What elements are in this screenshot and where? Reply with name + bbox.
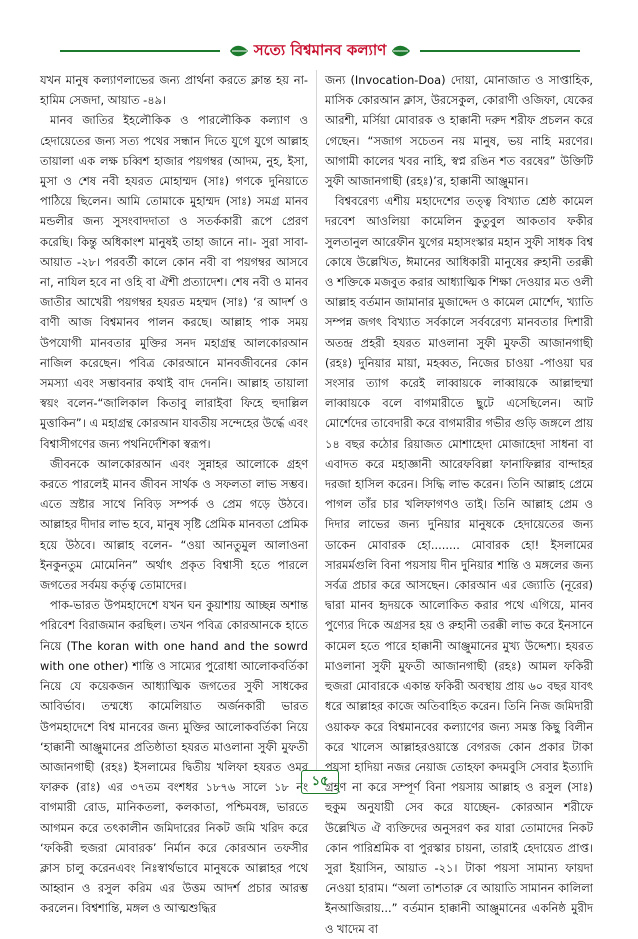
paragraph: বিশ্ববরেণ্য এশীয় মহাদেশের তত্ত্ব বিখ্যাত শ্রেষ্ঠ কামেল দরবেশ আওলিয়া কামেলিন কুতুবুল আকতাব ফকীর সুলতানুল আরেফীন যুগের মহাসংস্কার মহান সুফী সাধক বিশ্ব কোষে উল্লেখিত, ঈমানের আধিকারী মানুষের রুহানী তরক্কী ও শক্তিকে মজবুত করার আধ্যাত্মিক শিক্ষা দেওয়ার মত ওলী আল্লাহ বর্তমান জামানার মুজাদ্দেদ ও কামেল মোর্শেদ, খ্যাতি সম্পন্ন জগৎ বিখ্যাত সর্বকালে সর্ববরেণ্য মানবতার দিশারী অতন্দ্র প্রহরী হযরত মাওলানা সুফী মুফতী আজানগাছী (রহঃ) দুনিয়ার মায়া, মহব্বত, নিজের চাওয়া -পাওয়া ঘর সংসার ত্যাগ করেই লাব্বায়কে লাব্বায়কে আল্লাহুম্মা লাব্বায়কে বলে বাগমারীতে ছুটে এসেছিলেন। আট মোর্শেদের তাবেদারী করে বাগমারীর গভীর গুড়ি জঙ্গলে প্রায় ১৪ বছর কঠোর রিয়াজত মোশাহেদা মোজাহেদা সাধনা বা এবাদত করে মহাজ্ঞানী আরেফবিল্লা ফানাফিল্লার বান্দাহর দরজা হাসিল করেন। সিদ্ধি লাভ করেন। তিনি আল্লাহ প্রেমে পাগল তাঁর চার খলিফাগণও তাই। তিনি আল্লাহ প্রেম ও দিদার লাভের জন্য দুনিয়ার মানুষকে হেদায়েতের জন্য ডাকেন মোবারক হো........ মোবারক হো! ইসলামের সারমর্মগুলি বিনা পয়সায় দীন দুনিয়ার শান্তি ও মঙ্গলের জন্য সর্বত্র প্রচার করে আসছেন। কোরআন এর জ্যোতি (নূরের) দ্বারা মানব হৃদয়কে আলোকিত করার পথে এগিয়ে, মানব পুণ্যের দিকে অগ্রসর হয় ও রুহানী তরক্কী লাভ করে ইনসানে কামেল হতে পারে হাক্কানী আঞ্জুমানের মুখ্য উদ্দেশ্য। হযরত মাওলানা সুফী মুফতী আজানগাছী (রহঃ) আমল ফকিরী হুজরা মোবারকে একান্ত ফকিরী অবস্থায় প্রায় ৬০ বছর যাবৎ ধরে আল্লাহর কাজে অতিবাহিত করেন। তিনি নিজ জমিদারী ওয়াকফ করে বিশ্বমানবের কল্যাণের জন্য সমস্ত কিছু বিলীন করে খালেস আল্লাহরওয়াস্তে বেগরজ কোন প্রকার টাকা পয়সা হাদিয়া নজর নেয়াজ তোহফা কদমবুসি সেবার ইত্যাদি গ্রহণ না করে সম্পূর্ণ বিনা পয়সায় আল্লাহ ও রসুল (সাঃ) হুকুম অনুযায়ী সেব করে যাচ্ছেন- কোরআন শরীফে উল্লেখিত ঐ ব্যক্তিদের অনুসরণ কর যারা তোমাদের নিকট কোন পারিশ্রমিক বা পুরস্কার চায়না, তারাই হেদায়েত প্রাপ্ত। সুরা ইয়াসিন, আয়াত -২১। টাকা পয়সা সামান্য ফায়দা নেওয়া হারাম। “অলা তাশতারু বে আয়াতি সামানন কালিলা ইনআজিরায়...” বর্তমান হাক্কানী আঞ্জুমানের একনিষ্ঠ মুরীদ ও খাদেম বা: [325, 194, 593, 936]
header-rule-left: [60, 50, 220, 52]
left-column: [40, 70, 308, 916]
page-header: [60, 38, 580, 64]
paragraph: পাক-ভারত উপমহাদেশে যখন ঘন কুয়াশায় আচ্ছন্ন অশান্ত পরিবেশ বিরাজমান করছিল। তখন পবিত্র কোরআনকে হাতে নিয়ে (The koran with one hand and the sowrd with one other) শান্তি ও সাম্যের পুরোধা আলোকবর্তিকা নিয়ে যে কয়েকজন আধ্যাত্মিক জগতের সুফী সাধকের আবির্ভাব। তম্মধ্যে কামেলিয়াত অর্জনকারী ভারত উপমহাদেশে বিশ্ব মানবের জন্য মুক্তির আলোকবর্তিকা নিয়ে ‘হাক্কানী আঞ্জুমানের প্রতিষ্ঠাতা হযরত মাওলানা সুফী মুফতী আজানগাছী (রহঃ) ইসলামের দ্বিতীয় খলিফা হযরত ওমর ফারুক (রাঃ) এর ৩৭তম বংশধর ১৮৭৬ সালে ১৮ নং বাগমারী রোড, মানিকতলা, কলকাতা, পশ্চিমবঙ্গ, ভারতে আগমন করে তৎকালীন জমিদারের নিকট জমি খরিদ করে ‘ফকিরী হুজরা মোবারক’ নির্মান করে কোরআন তফসীর ক্লাস চালু করেনএবং নিঃস্বার্থভাবে মানুষকে আল্লাহর পথে আহ্বান ও রসুল করিম এর উত্তম আদর্শ প্রচার আরম্ভ করলেন। বিশ্বশান্তি, মঙ্গল ও আত্মশুদ্ধির: [40, 598, 308, 916]
paragraph: যখন মানুষ কল্যাণলাভের জন্য প্রার্থনা করতে ক্লান্ত হয় না- হামিম সেজদা, আয়াত -৪৯।: [40, 73, 308, 108]
leaf-ornament-right-icon: [390, 42, 412, 60]
header-rule-right: [420, 50, 580, 52]
header-title-group: [220, 38, 420, 64]
header-title: সত্যে বিশ্বমানব কল্যাণ: [253, 40, 387, 59]
paragraph: জন্য (Invocation-Doa) দোয়া, মোনাজাত ও সাপ্তাহিক, মাসিক কোরআন ক্লাস, উরসেকুল, কোরাণী ওজিফা, যেকের আরশী, মর্সিয়া মোবারক ও হাক্কানী দরুদ শরীফ প্রচলন করে গেছেন। “সজাগ সচেতন নয় মানুষ, ভয় নাহি মরণের। আগামী কালের খবর নাহি, স্বপ্ন রঙিন শত বরষের” উক্তিটি সুফী আজানগাছী (রহঃ)’র, হাক্কানী আঞ্জুমান।: [325, 73, 593, 189]
column-divider: [316, 70, 317, 770]
right-column: [325, 70, 593, 936]
paragraph: জীবনকে আলকোরআন এবং সুন্নাহর আলোকে গ্রহণ করতে পারলেই মানব জীবন সার্থক ও সফলতা লাভ সম্ভব। এতে স্রষ্টার সাথে নিবিড় সম্পর্ক ও প্রেম গড়ে উঠবে। আল্লাহর দীদার লাভ হবে, মানুষ সৃষ্টি প্রেমিক মানবতা প্রেমিক হয়ে উঠবে। আল্লাহ বলেন- “ওয়া আনতুমুল আলাওনা ইনকুনতুম মোমেনিন” অর্থাৎ প্রকৃত বিশ্বাসী হতে পারলে জগতের সর্বময় কর্তৃত্ব তোমাদের।: [40, 456, 308, 593]
leaf-ornament-left-icon: [228, 42, 250, 60]
page-number: ১৫: [301, 770, 339, 794]
paragraph: মানব জাতির ইহলৌকিক ও পারলৌকিক কল্যাণ ও হেদায়েতের জন্য সত্য পথের সন্ধান দিতে যুগে যুগে আল্লাহ তায়ালা এক লক্ষ চব্বিশ হাজার পয়গম্বর (আদম, নুহ, ইসা, মুসা ও শেষ নবী হযরত মোহাম্মদ (সাঃ) গণকে দুনিয়াতে পাঠিয়ে ছিলেন। আমি তোমাকে মুহাম্মদ (সাঃ) সমগ্র মানব মন্ডলীর জন্য সুসংবাদদাতা ও সতর্ককারী রূপে প্রেরণ করেছি। কিন্তু অধিকাংশ মানুষই তাহা জানে না।- সুরা সাবা-আয়াত -২৮। পরবর্তী কালে কোন নবী বা পয়গম্বর আসবে না, নাযিল হবে না ওহি বা ঐশী প্রত্যাদেশ। শেষ নবী ও মানব জাতীর আখেরী পয়গম্বর হযরত মহম্মদ (সাঃ) ‘র আদর্শ ও বাণী আজ বিশ্বমানব পালন করছে। আল্লাহ পাক সময় উপযোগী মানবতার মুক্তির সনদ মহাগ্রন্থ আলকোরআন নাজিল করেছেন। পবিত্র কোরআনে মানবজীবনের কোন সমস্যা এবং সম্ভাবনার কথাই বাদ দেননি। আল্লাহ তায়ালা স্বয়ং বলেন-“জালিকাল কিতাবু লারাইবা ফিহে হুদাল্লিল মুত্তাকিন”। এ মহাগ্রন্থ কোরআন যাবতীয় সন্দেহের উর্দ্ধে এবং বিশ্বাসীগণের জন্য পথনির্দেশিকা স্বরূপ।: [40, 113, 308, 451]
